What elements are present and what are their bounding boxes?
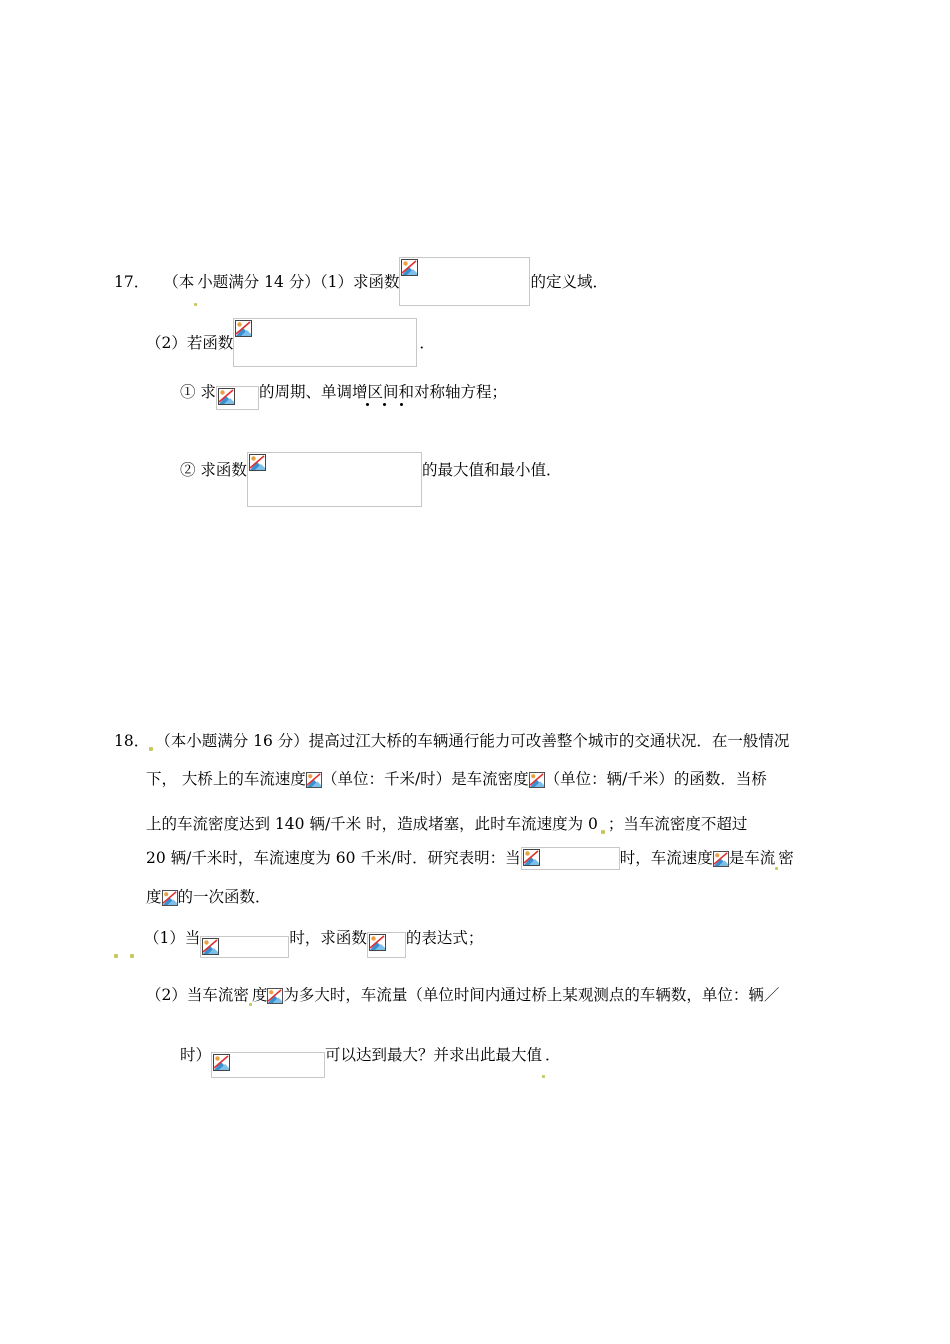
formula-image — [367, 932, 406, 958]
emphasis-dot — [383, 403, 386, 406]
q18-line8: 时） 可以达到最大？并求出此最大值 ． — [180, 1045, 561, 1065]
formula-image — [216, 386, 259, 410]
broken-image-icon — [249, 454, 266, 471]
formula-image — [211, 1052, 325, 1078]
broken-image-icon — [369, 934, 386, 951]
q17-line3: ① 求 的周期、单调增区间和对称轴方程； — [180, 382, 507, 402]
broken-image-icon — [713, 851, 729, 867]
q18-line6: （1）当 时，求函数 的表达式； — [114, 928, 483, 948]
q18-line1: 18． （本小题满分 16 分）提高过江大桥的车辆通行能力可改善整个城市的交通状况．在一般情况 — [114, 732, 790, 750]
broken-image-icon — [202, 938, 219, 955]
q18-line4: 20 辆/千米时，车流速度为 60 千米/时．研究表明：当 时，车流速度 是车流 密 — [146, 848, 794, 868]
marker-dot — [542, 1075, 545, 1078]
formula-image-x — [529, 772, 545, 790]
broken-image-icon — [218, 388, 235, 405]
broken-image-icon — [267, 988, 283, 1004]
broken-image-icon — [306, 772, 322, 788]
marker-dot — [194, 303, 197, 306]
marker-dot — [130, 954, 134, 958]
formula-image-v — [713, 851, 729, 869]
marker-dot — [149, 747, 153, 751]
marker-dot — [114, 954, 118, 958]
formula-image — [200, 936, 289, 958]
formula-image-v — [306, 772, 322, 790]
formula-image — [521, 847, 620, 870]
formula-image-x — [162, 890, 178, 908]
q17-number: 17． — [114, 273, 150, 291]
q18-line7: （2）当车流密 度 为多大时，车流量（单位时间内通过桥上某观测点的车辆数，单位：辆／ — [146, 986, 780, 1004]
broken-image-icon — [213, 1054, 230, 1071]
q18-line2: 下， 大桥上的车流速度 （单位：千米/时）是车流密度 （单位：辆/千米）的函数．当桥 — [146, 770, 767, 788]
broken-image-icon — [162, 890, 178, 906]
formula-image-x — [267, 988, 283, 1006]
q17-line4: ② 求函数 的最大值和最小值． — [180, 460, 561, 480]
broken-image-icon — [401, 259, 418, 276]
formula-image — [399, 257, 530, 306]
q17-line2: （2）若函数 ． — [146, 333, 435, 353]
marker-dot — [601, 830, 605, 834]
broken-image-icon — [523, 849, 540, 866]
q18-line3: 上的车流密度达到 140 辆/千米 时，造成堵塞，此时车流速度为 0 ；当车流密度不超过 — [146, 815, 748, 833]
emphasis-dot — [366, 403, 369, 406]
formula-image — [247, 452, 422, 507]
broken-image-icon — [529, 772, 545, 788]
q18-line5: 度 的一次函数． — [146, 888, 271, 906]
q17-line1: 17． （本 小题满分 14 分）（1）求函数 的定义域． — [114, 272, 608, 292]
q18-number: 18． — [114, 732, 150, 750]
formula-image — [233, 318, 417, 367]
broken-image-icon — [235, 320, 252, 337]
emphasis-dot — [400, 403, 403, 406]
